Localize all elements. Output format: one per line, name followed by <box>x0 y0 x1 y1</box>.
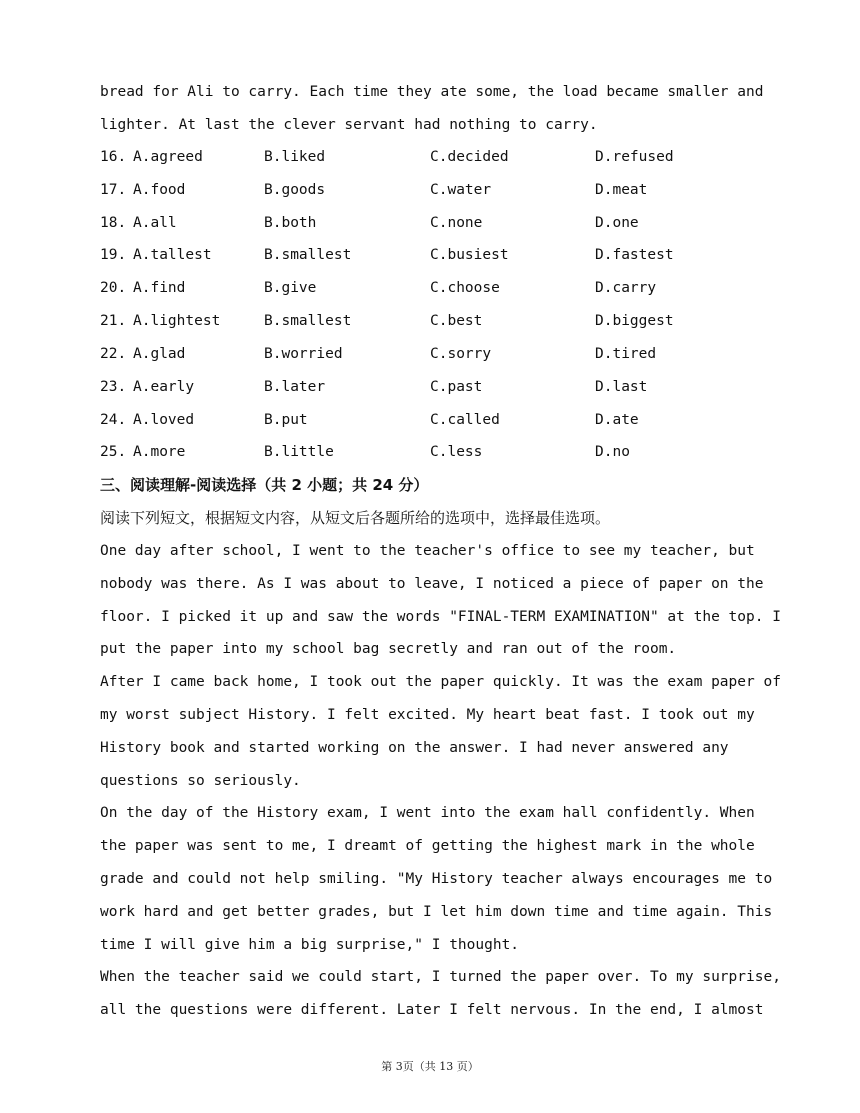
passage-line: After I came back home, I took out the paper quickly. It was the exam paper of <box>100 674 781 690</box>
option-c: C.less <box>430 444 483 460</box>
option-c: C.water <box>430 182 492 198</box>
passage-line: put the paper into my school bag secretly and ran out of the room. <box>100 641 677 657</box>
option-d: D.meat <box>595 182 648 198</box>
passage-line: grade and could not help smiling. "My History teacher always encourages me to <box>100 871 773 887</box>
section-heading: 三、阅读理解-阅读选择（共 2 小题；共 24 分） <box>100 476 429 494</box>
question-number: 18. <box>100 215 127 231</box>
option-b: B.later <box>264 379 326 395</box>
passage-line: When the teacher said we could start, I turned the paper over. To my surprise, <box>100 969 781 985</box>
passage-line: time I will give him a big surprise," I thought. <box>100 937 520 953</box>
passage-line: On the day of the History exam, I went into the exam hall confidently. When <box>100 805 755 821</box>
page-footer: 第 3页（共 13 页） <box>381 1060 479 1073</box>
question-number: 21. <box>100 313 127 329</box>
option-d: D.one <box>595 215 639 231</box>
option-a: A.lightest <box>133 313 221 329</box>
passage-line: questions so seriously. <box>100 773 301 789</box>
option-d: D.refused <box>595 149 674 165</box>
option-d: D.no <box>595 444 630 460</box>
option-c: C.busiest <box>430 247 509 263</box>
option-d: D.last <box>595 379 648 395</box>
question-options-row <box>100 311 760 331</box>
option-b: B.liked <box>264 149 326 165</box>
option-c: C.none <box>430 215 483 231</box>
option-b: B.put <box>264 412 308 428</box>
question-options-row <box>100 344 760 364</box>
option-a: A.loved <box>133 412 195 428</box>
option-c: C.sorry <box>430 346 492 362</box>
passage-line: my worst subject History. I felt excited. My heart beat fast. I took out my <box>100 707 755 723</box>
option-a: A.all <box>133 215 177 231</box>
passage-line: One day after school, I went to the teacher's office to see my teacher, but <box>100 543 755 559</box>
question-number: 20. <box>100 280 127 296</box>
question-options-row <box>100 442 760 462</box>
option-b: B.goods <box>264 182 326 198</box>
passage-line: bread for Ali to carry. Each time they ate some, the load became smaller and <box>100 84 764 100</box>
option-c: C.past <box>430 379 483 395</box>
question-options-row <box>100 147 760 167</box>
option-c: C.choose <box>430 280 500 296</box>
question-options-row <box>100 377 760 397</box>
option-c: C.decided <box>430 149 509 165</box>
option-d: D.carry <box>595 280 657 296</box>
option-d: D.tired <box>595 346 657 362</box>
option-d: D.ate <box>595 412 639 428</box>
option-b: B.give <box>264 280 317 296</box>
option-d: D.fastest <box>595 247 674 263</box>
option-a: A.more <box>133 444 186 460</box>
passage-line: floor. I picked it up and saw the words "FINAL-TERM EXAMINATION" at the top. I <box>100 609 781 625</box>
option-c: C.best <box>430 313 483 329</box>
passage-line: nobody was there. As I was about to leave, I noticed a piece of paper on the <box>100 576 764 592</box>
option-a: A.find <box>133 280 186 296</box>
option-a: A.early <box>133 379 195 395</box>
option-d: D.biggest <box>595 313 674 329</box>
question-number: 19. <box>100 247 127 263</box>
question-number: 16. <box>100 149 127 165</box>
option-b: B.smallest <box>264 313 352 329</box>
passage-line: work hard and get better grades, but I let him down time and time again. This <box>100 904 773 920</box>
question-options-row <box>100 180 760 200</box>
option-c: C.called <box>430 412 500 428</box>
question-options-row <box>100 278 760 298</box>
option-b: B.worried <box>264 346 343 362</box>
passage-line: History book and started working on the answer. I had never answered any <box>100 740 729 756</box>
option-a: A.tallest <box>133 247 212 263</box>
question-options-row <box>100 213 760 233</box>
option-b: B.both <box>264 215 317 231</box>
question-number: 23. <box>100 379 127 395</box>
option-b: B.little <box>264 444 334 460</box>
passage-line: lighter. At last the clever servant had nothing to carry. <box>100 117 598 133</box>
option-a: A.food <box>133 182 186 198</box>
passage-line: all the questions were different. Later I felt nervous. In the end, I almost <box>100 1002 764 1018</box>
question-number: 24. <box>100 412 127 428</box>
option-a: A.agreed <box>133 149 203 165</box>
question-options-row <box>100 410 760 430</box>
passage-line: the paper was sent to me, I dreamt of getting the highest mark in the whole <box>100 838 755 854</box>
question-options-row <box>100 245 760 265</box>
instruction-text: 阅读下列短文，根据短文内容，从短文后各题所给的选项中，选择最佳选项。 <box>100 509 611 527</box>
question-number: 22. <box>100 346 127 362</box>
option-a: A.glad <box>133 346 186 362</box>
question-number: 17. <box>100 182 127 198</box>
option-b: B.smallest <box>264 247 352 263</box>
question-number: 25. <box>100 444 127 460</box>
